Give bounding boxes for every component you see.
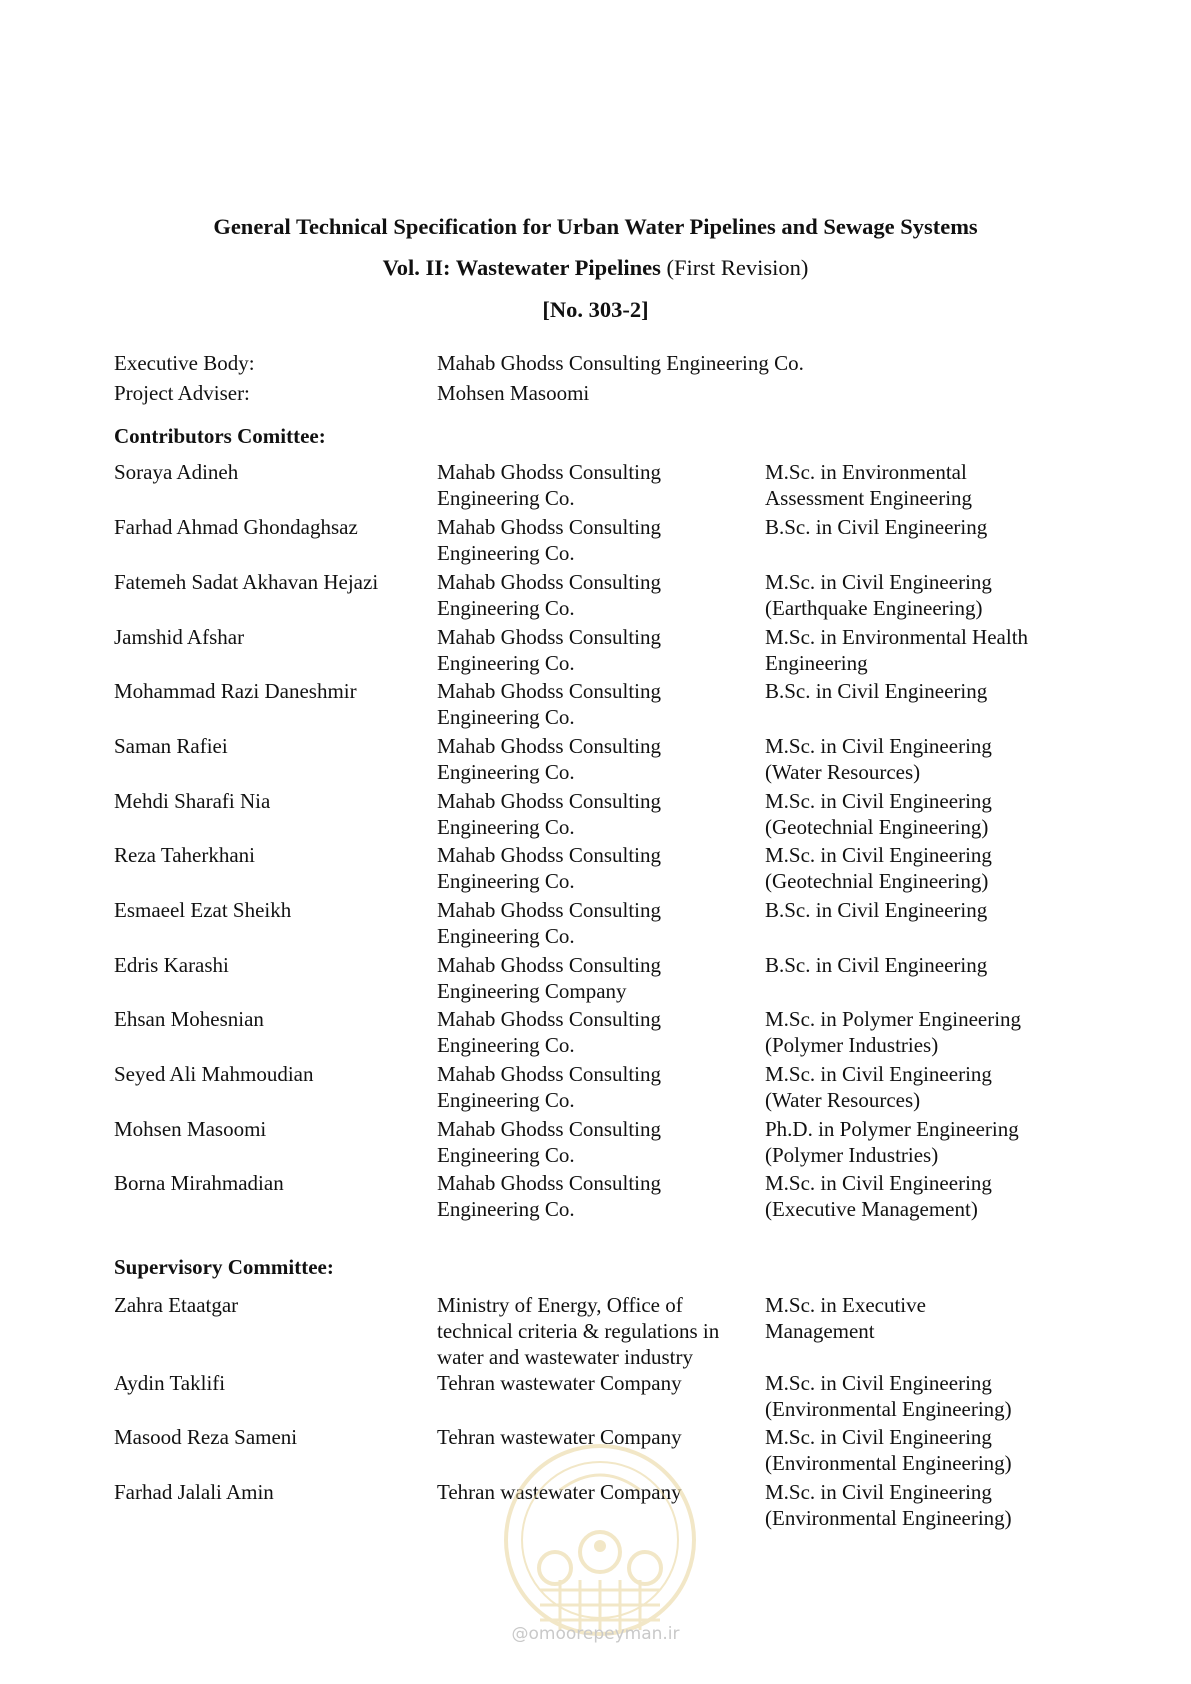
member-name: Masood Reza Sameni [114,1425,298,1449]
organization-line: Engineering Co. [437,760,575,784]
member-name: Mehdi Sharafi Nia [114,789,271,813]
member-organization [437,624,747,676]
member-name: Farhad Ahmad Ghondaghsaz [114,515,358,539]
member-organization [437,1061,747,1113]
member-organization [437,1292,747,1370]
organization-line: Tehran wastewater Company [437,1480,682,1504]
supervisory-heading: Supervisory Committee: [114,1255,334,1279]
organization-line: Mahab Ghodss Consulting [437,843,662,867]
degree-line: M.Sc. in Environmental Health [765,625,1029,649]
organization-line: Mahab Ghodss Consulting [437,953,662,977]
degree-line: M.Sc. in Civil Engineering [765,789,992,813]
organization-line: Mahab Ghodss Consulting [437,1117,662,1141]
member-degree [765,1061,1085,1113]
degree-line: (Geotechnial Engineering) [765,869,989,893]
member-degree [765,624,1085,676]
member-degree [765,1479,1085,1531]
organization-line: Mahab Ghodss Consulting [437,1062,662,1086]
member-name: Soraya Adineh [114,460,239,484]
organization-line: Tehran wastewater Company [437,1371,682,1395]
member-organization [437,788,747,840]
organization-line: Engineering Co. [437,1033,575,1057]
organization-line: Engineering Co. [437,541,575,565]
member-name: Esmaeel Ezat Sheikh [114,898,292,922]
organization-line: Engineering Co. [437,924,575,948]
organization-line: Mahab Ghodss Consulting [437,679,662,703]
member-organization [437,733,747,785]
member-degree [765,788,1085,840]
member-degree [765,733,1085,785]
degree-line: (Polymer Industries) [765,1143,939,1167]
volume-revision: (First Revision) [660,255,809,280]
degree-line: (Water Resources) [765,1088,921,1112]
member-organization [437,842,747,894]
organization-line: Mahab Ghodss Consulting [437,1007,662,1031]
member-name: Jamshid Afshar [114,625,245,649]
member-degree [765,952,1085,978]
volume-title-bold: Vol. II: Wastewater Pipelines [382,255,661,280]
degree-line: M.Sc. in Civil Engineering [765,843,992,867]
organization-line: Tehran wastewater Company [437,1425,682,1449]
member-degree [765,1006,1085,1058]
organization-line: Mahab Ghodss Consulting [437,460,662,484]
degree-line: M.Sc. in Civil Engineering [765,1171,992,1195]
watermark-stamp-icon [500,1440,700,1640]
degree-line: (Environmental Engineering) [765,1397,1012,1421]
member-name: Saman Rafiei [114,734,228,758]
degree-line: (Earthquake Engineering) [765,596,983,620]
organization-line: Engineering Co. [437,651,575,675]
member-name: Zahra Etaatgar [114,1293,239,1317]
degree-line: Ph.D. in Polymer Engineering [765,1117,1019,1141]
member-organization [437,952,747,1004]
degree-line: M.Sc. in Civil Engineering [765,1425,992,1449]
member-name: Aydin Taklifi [114,1371,226,1395]
degree-line: M.Sc. in Civil Engineering [765,734,992,758]
member-organization [437,1170,747,1222]
member-organization [437,514,747,566]
member-degree [765,1170,1085,1222]
member-organization [437,1370,747,1396]
volume-title [0,255,1191,281]
degree-line: M.Sc. in Civil Engineering [765,1480,992,1504]
member-degree [765,842,1085,894]
organization-line: Mahab Ghodss Consulting [437,625,662,649]
organization-line: Ministry of Energy, Office of [437,1293,683,1317]
organization-line: technical criteria & regulations in [437,1319,720,1343]
degree-line: B.Sc. in Civil Engineering [765,898,988,922]
degree-line: (Geotechnial Engineering) [765,815,989,839]
organization-line: Engineering Co. [437,705,575,729]
member-name: Ehsan Mohesnian [114,1007,264,1031]
member-degree [765,678,1085,704]
info-label: Project Adviser: [114,381,250,405]
info-value: Mohsen Masoomi [437,381,590,405]
organization-line: Engineering Co. [437,596,575,620]
degree-line: B.Sc. in Civil Engineering [765,679,988,703]
member-name: Borna Mirahmadian [114,1171,284,1195]
degree-line: Engineering [765,651,868,675]
member-organization [437,678,747,730]
member-organization [437,1006,747,1058]
degree-line: M.Sc. in Civil Engineering [765,570,992,594]
degree-line: B.Sc. in Civil Engineering [765,953,988,977]
member-name: Mohammad Razi Daneshmir [114,679,357,703]
degree-line: M.Sc. in Civil Engineering [765,1371,992,1395]
member-degree [765,1370,1085,1422]
organization-line: Mahab Ghodss Consulting [437,570,662,594]
organization-line: Engineering Co. [437,486,575,510]
degree-line: B.Sc. in Civil Engineering [765,515,988,539]
degree-line: (Environmental Engineering) [765,1451,1012,1475]
info-label: Executive Body: [114,351,255,375]
degree-line: M.Sc. in Polymer Engineering [765,1007,1022,1031]
member-organization [437,897,747,949]
member-degree [765,897,1085,923]
degree-line: Assessment Engineering [765,486,973,510]
organization-line: Engineering Company [437,979,627,1003]
member-degree [765,1116,1085,1168]
member-name: Reza Taherkhani [114,843,255,867]
member-name: Seyed Ali Mahmoudian [114,1062,314,1086]
watermark-text: @omoorepeyman.ir [511,1624,680,1644]
degree-line: (Environmental Engineering) [765,1506,1012,1530]
member-organization [437,459,747,511]
member-degree [765,459,1085,511]
degree-line: M.Sc. in Civil Engineering [765,1062,992,1086]
organization-line: Engineering Co. [437,1088,575,1112]
degree-line: Management [765,1319,875,1343]
member-degree [765,1292,1085,1344]
organization-line: water and wastewater industry [437,1345,693,1369]
organization-line: Engineering Co. [437,815,575,839]
member-degree [765,569,1085,621]
degree-line: M.Sc. in Executive [765,1293,926,1317]
organization-line: Engineering Co. [437,1143,575,1167]
document-title: General Technical Specification for Urban Water Pipelines and Sewage Systems [213,214,978,239]
member-organization [437,1116,747,1168]
organization-line: Mahab Ghodss Consulting [437,515,662,539]
member-name: Fatemeh Sadat Akhavan Hejazi [114,570,379,594]
document-number: [No. 303-2] [542,297,649,322]
contributors-heading: Contributors Comittee: [114,424,326,448]
degree-line: (Executive Management) [765,1197,978,1221]
member-degree [765,514,1085,540]
degree-line: (Water Resources) [765,760,921,784]
organization-line: Mahab Ghodss Consulting [437,734,662,758]
member-name: Mohsen Masoomi [114,1117,267,1141]
organization-line: Mahab Ghodss Consulting [437,789,662,813]
degree-line: (Polymer Industries) [765,1033,939,1057]
organization-line: Mahab Ghodss Consulting [437,898,662,922]
degree-line: M.Sc. in Environmental [765,460,967,484]
member-organization [437,569,747,621]
organization-line: Engineering Co. [437,1197,575,1221]
organization-line: Engineering Co. [437,869,575,893]
info-value: Mahab Ghodss Consulting Engineering Co. [437,351,804,375]
organization-line: Mahab Ghodss Consulting [437,1171,662,1195]
member-name: Farhad Jalali Amin [114,1480,274,1504]
member-name: Edris Karashi [114,953,229,977]
member-degree [765,1424,1085,1476]
